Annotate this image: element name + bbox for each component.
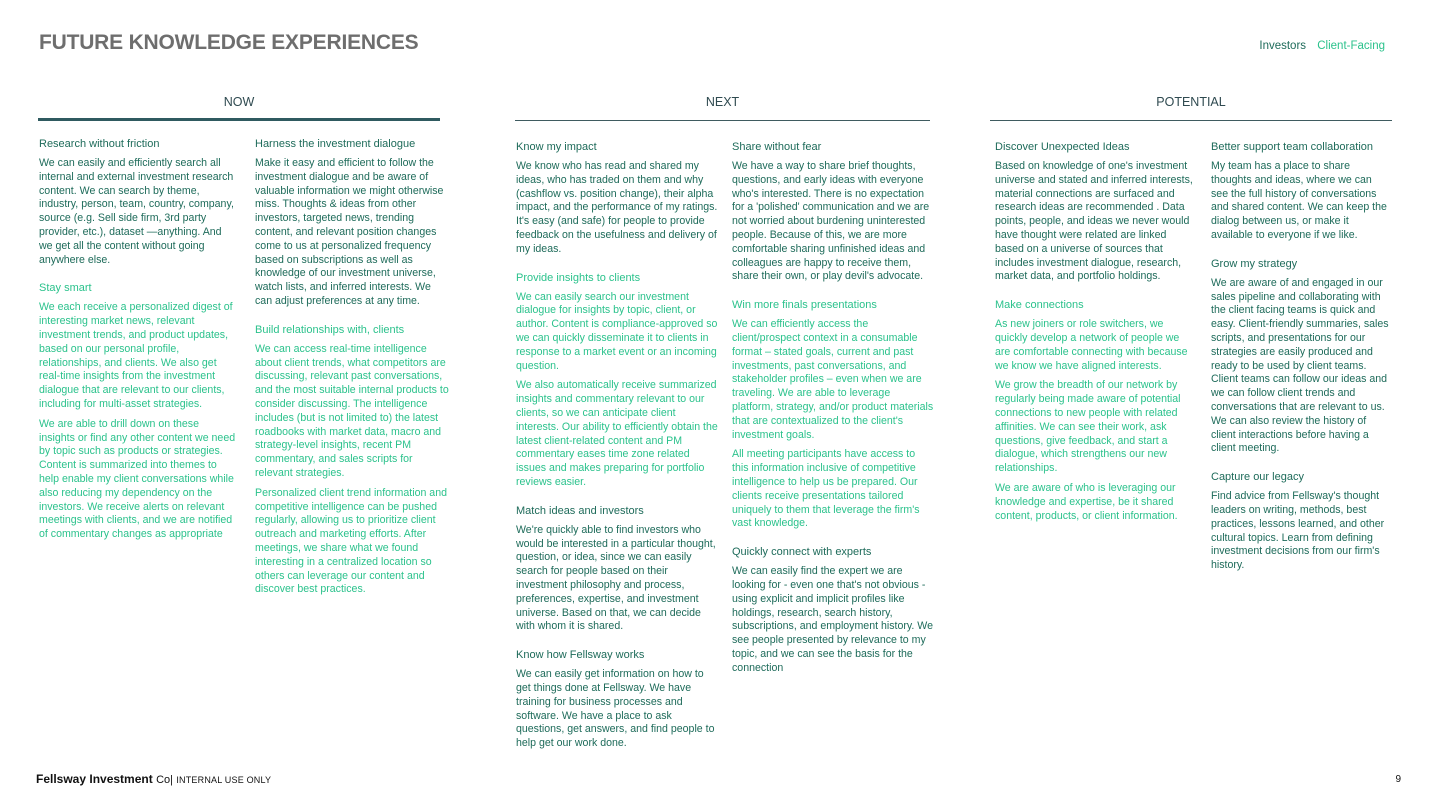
block-heading: Harness the investment dialogue: [255, 138, 416, 150]
potential-column-1: [995, 140, 1193, 537]
block-heading: Know how Fellsway works: [516, 649, 645, 662]
potential-column-2: [1211, 140, 1391, 587]
block-paragraph: We also automatically receive summarized insights and commentary relevant to our clients, so we can anticipate client interests. Our ability to efficiently obtain the latest client-related content and PM commentary eases time zone related issues and makes preparing for portfolio reviews easier.: [516, 379, 718, 488]
block-heading: Stay smart: [39, 282, 92, 295]
content-block: [995, 298, 1193, 523]
content-block: [732, 298, 934, 531]
content-block: [39, 281, 236, 542]
next-column-1: [516, 140, 718, 765]
content-block: [255, 137, 450, 309]
block-heading: Share without fear: [732, 141, 822, 153]
now-column-2: [255, 137, 450, 611]
block-paragraph: Find advice from Fellsway's thought leaders on writing, methods, best practices, lessons learned, and other cultural topics. Learn from defining investment decisions from our firm's history.: [1211, 490, 1385, 572]
page-title: FUTURE KNOWLEDGE EXPERIENCES: [39, 31, 419, 54]
block-paragraph: We're quickly able to find investors who would be interested in a particular thought, question, or idea, since we can easily search for people based on their investment philosophy and process, preferences, expertise, and investment universe. Based on that, we can decide with whom it is shared.: [516, 523, 716, 633]
page-number: 9: [1395, 774, 1401, 785]
legend-client-facing: Client-Facing: [1317, 40, 1385, 52]
section-rule-potential: [990, 120, 1392, 121]
block-heading: Quickly connect with experts: [732, 546, 872, 559]
block-heading: Grow my strategy: [1211, 257, 1298, 270]
block-paragraph: We can easily and efficiently search all internal and external investment research content. We can search by theme, industry, person, team, country, company, source (e.g. Sell side firm, 3rd party provider, etc.), dataset —anything. And we get all the content without going anywhere else.: [39, 157, 234, 266]
content-block: [1211, 470, 1391, 573]
block-heading: Better support team collaboration: [1211, 141, 1374, 153]
block-heading: Build relationships with, clients: [255, 323, 405, 336]
block-paragraph: As new joiners or role switchers, we quickly develop a network of people we are comfortable connecting with because we know we have aligned interests.: [995, 318, 1188, 372]
block-heading: Know my impact: [516, 141, 597, 153]
content-block: [516, 648, 718, 751]
footer-separator: |: [170, 774, 173, 786]
block-heading: Match ideas and investors: [516, 504, 644, 517]
block-paragraph: We grow the breadth of our network by regularly being made aware of potential connections to new people with related affinities. We can see their work, ask questions, give feedback, and start a dialogue, which strengthens our new relationships.: [995, 379, 1181, 475]
section-heading-now: NOW: [223, 95, 255, 109]
block-paragraph: We can efficiently access the client/prospect context in a consumable format – stated goals, current and past investments, past conversations, and stakeholder profiles – even when we are traveling. We are able to leverage platform, strategy, and/or product materials that are contextualized to the client's investment goals.: [732, 318, 934, 441]
now-column-1: [39, 137, 236, 556]
block-paragraph: Based on knowledge of one's investment universe and stated and inferred interests, material connections are surfaced and research ideas are recommended . Data points, people, and ideas we never would have thought were related are linked based on a universe of sources that includes investment dialogue, research, market data, and portfolio holdings.: [995, 160, 1193, 283]
section-heading-potential: POTENTIAL: [1156, 95, 1226, 109]
block-paragraph: We have a way to share brief thoughts, questions, and early ideas with everyone who's interested. There is no expectation for a 'polished' communication and we are not worried about burdening uninterested people. Because of this, we are more comfortable sharing unfinished ideas and colleagues are happy to receive them, share their own, or play devil's advocate.: [732, 160, 930, 283]
content-block: [995, 140, 1193, 284]
footer-internal-label: INTERNAL USE ONLY: [176, 775, 272, 785]
section-heading-next: NEXT: [705, 95, 740, 109]
block-heading: Capture our legacy: [1211, 471, 1304, 484]
block-paragraph: Make it easy and efficient to follow the investment dialogue and be aware of valuable information we might otherwise miss. Thoughts & ideas from other investors, targeted news, trending content, and relevant position changes come to us at personalized frequency based on subscriptions as well as knowledge of our investment universe, watch lists, and inferred interests. We can adjust preferences at any time.: [255, 157, 444, 307]
content-block: [1211, 257, 1391, 456]
block-heading: Make connections: [995, 299, 1084, 312]
content-block: [732, 545, 934, 675]
block-paragraph: We can easily get information on how to get things done at Fellsway. We have training for business processes and software. We have a place to ask questions, get answers, and find people to help get our work done.: [516, 668, 715, 750]
block-paragraph: All meeting participants have access to this information inclusive of competitive intelligence to help us be prepared. Our clients receive presentations tailored uniquely to them that leverage the firm's vast knowledge.: [732, 448, 920, 530]
section-rule-next: [515, 120, 930, 121]
block-paragraph: We know who has read and shared my ideas, who has traded on them and why (cashflow vs. position change), their alpha impact, and the performance of my ratings. It's easy (and safe) for people to provide feedback on the usefulness and delivery of my ideas.: [516, 160, 718, 255]
block-paragraph: We are aware of and engaged in our sales pipeline and collaborating with the client facing teams is quick and easy. Client-friendly summaries, sales scripts, and presentations for our strategies are easily produced and ready to be used by client teams. Client teams can follow our ideas and we can follow client trends and conversations that are relevant to us. We can also review the history of client interactions before having a client meeting.: [1211, 276, 1389, 455]
content-block: [39, 137, 236, 267]
content-block: [516, 504, 718, 634]
footer-brand: Fellsway Investment: [36, 772, 153, 786]
block-paragraph: We are aware of who is leveraging our knowledge and expertise, be it shared content, products, or client information.: [995, 481, 1178, 522]
footer-co: Co: [156, 774, 171, 786]
block-paragraph: We can access real-time intelligence about client trends, what competitors are discussing, relevant past conversations, and the most suitable internal products to consider discussing. The intelligence includes (but is not limited to) the latest roadbooks with market data, macro and strategy-level insights, recent PM commentary, and sales scripts for relevant strategies.: [255, 342, 449, 479]
content-block: [255, 323, 450, 597]
block-paragraph: Personalized client trend information and competitive intelligence can be pushed regularly, allowing us to prioritize client outreach and marketing efforts. After meetings, we share what we found interesting in a centralized location so others can leverage our content and discover best practices.: [255, 486, 447, 596]
block-heading: Provide insights to clients: [516, 271, 641, 284]
footer: [36, 772, 271, 786]
content-block: [732, 140, 934, 284]
section-rule-now: [38, 118, 440, 121]
content-block: [516, 271, 718, 490]
legend: [1259, 40, 1385, 52]
block-heading: Win more finals presentations: [732, 299, 877, 312]
block-paragraph: My team has a place to share thoughts and ideas, where we can see the full history of conversations and shared content. We can keep the dialog between us, or make it available to everyone if we like.: [1211, 160, 1387, 241]
content-block: [516, 140, 718, 257]
block-heading: Discover Unexpected Ideas: [995, 141, 1130, 153]
legend-investors: Investors: [1259, 40, 1307, 52]
block-paragraph: We can easily find the expert we are looking for - even one that's not obvious - using explicit and implicit profiles like holdings, research, search history, subscriptions, and employment history. We see people presented by relevance to my topic, and we can see the basis for the connection: [732, 565, 933, 674]
block-paragraph: We are able to drill down on these insights or find any other content we need by topic such as products or strategies. Content is summarized into themes to help enable my client conversations while also reducing my dependency on the investors. We receive alerts on relevant meetings with clients, and we are notified of commentary changes as appropriate: [39, 417, 236, 541]
block-paragraph: We can easily search our investment dialogue for insights by topic, client, or author. Content is compliance-approved so we can quickly disseminate it to clients in response to a market event or an incoming question.: [516, 290, 718, 372]
content-block: [1211, 140, 1391, 243]
block-paragraph: We each receive a personalized digest of interesting market news, relevant investment trends, and product updates, based on our personal profile, relationships, and clients. We also get real-time insights from the investment dialogue that are relevant to our clients, including for multi-asset strategies.: [39, 301, 233, 410]
block-heading: Research without friction: [39, 138, 160, 150]
next-column-2: [732, 140, 934, 690]
